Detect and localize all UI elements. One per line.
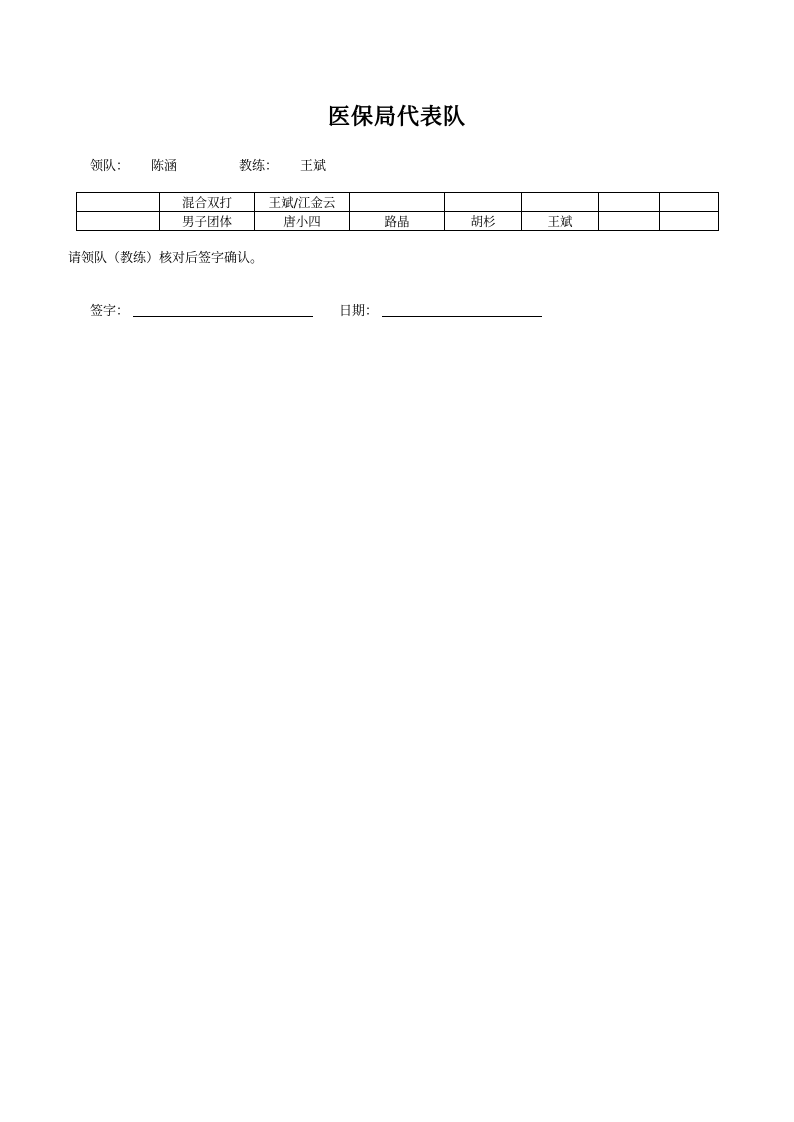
table-cell: 王斌/江金云 (255, 193, 350, 212)
table-cell (599, 193, 660, 212)
table-cell (350, 193, 445, 212)
table-cell: 王斌 (522, 212, 599, 231)
table-cell (77, 212, 160, 231)
confirmation-note: 请领队（教练）核对后签字确认。 (68, 250, 264, 265)
date-label: 日期： (339, 303, 379, 318)
team-staff-row (90, 155, 326, 174)
table-cell: 男子团体 (160, 212, 255, 231)
table-cell (660, 212, 719, 231)
signature-label: 签字： (90, 303, 130, 318)
table-row (77, 193, 719, 212)
table-cell (522, 193, 599, 212)
leader-label: 领队： (90, 158, 130, 173)
table-cell: 唐小四 (255, 212, 350, 231)
coach-label: 教练： (239, 158, 279, 173)
table-cell (660, 193, 719, 212)
table-cell: 混合双打 (160, 193, 255, 212)
date-input-line[interactable] (382, 302, 542, 317)
signature-input-line[interactable] (133, 302, 313, 317)
coach-name: 王斌 (300, 158, 327, 173)
table-row (77, 212, 719, 231)
table-cell (445, 193, 522, 212)
leader-name: 陈涵 (151, 158, 178, 173)
table-cell (599, 212, 660, 231)
table-cell: 胡杉 (445, 212, 522, 231)
entry-table (76, 192, 719, 231)
signature-row (90, 300, 542, 319)
table-cell: 路晶 (350, 212, 445, 231)
table-cell (77, 193, 160, 212)
page-title: 医保局代表队 (327, 105, 466, 130)
